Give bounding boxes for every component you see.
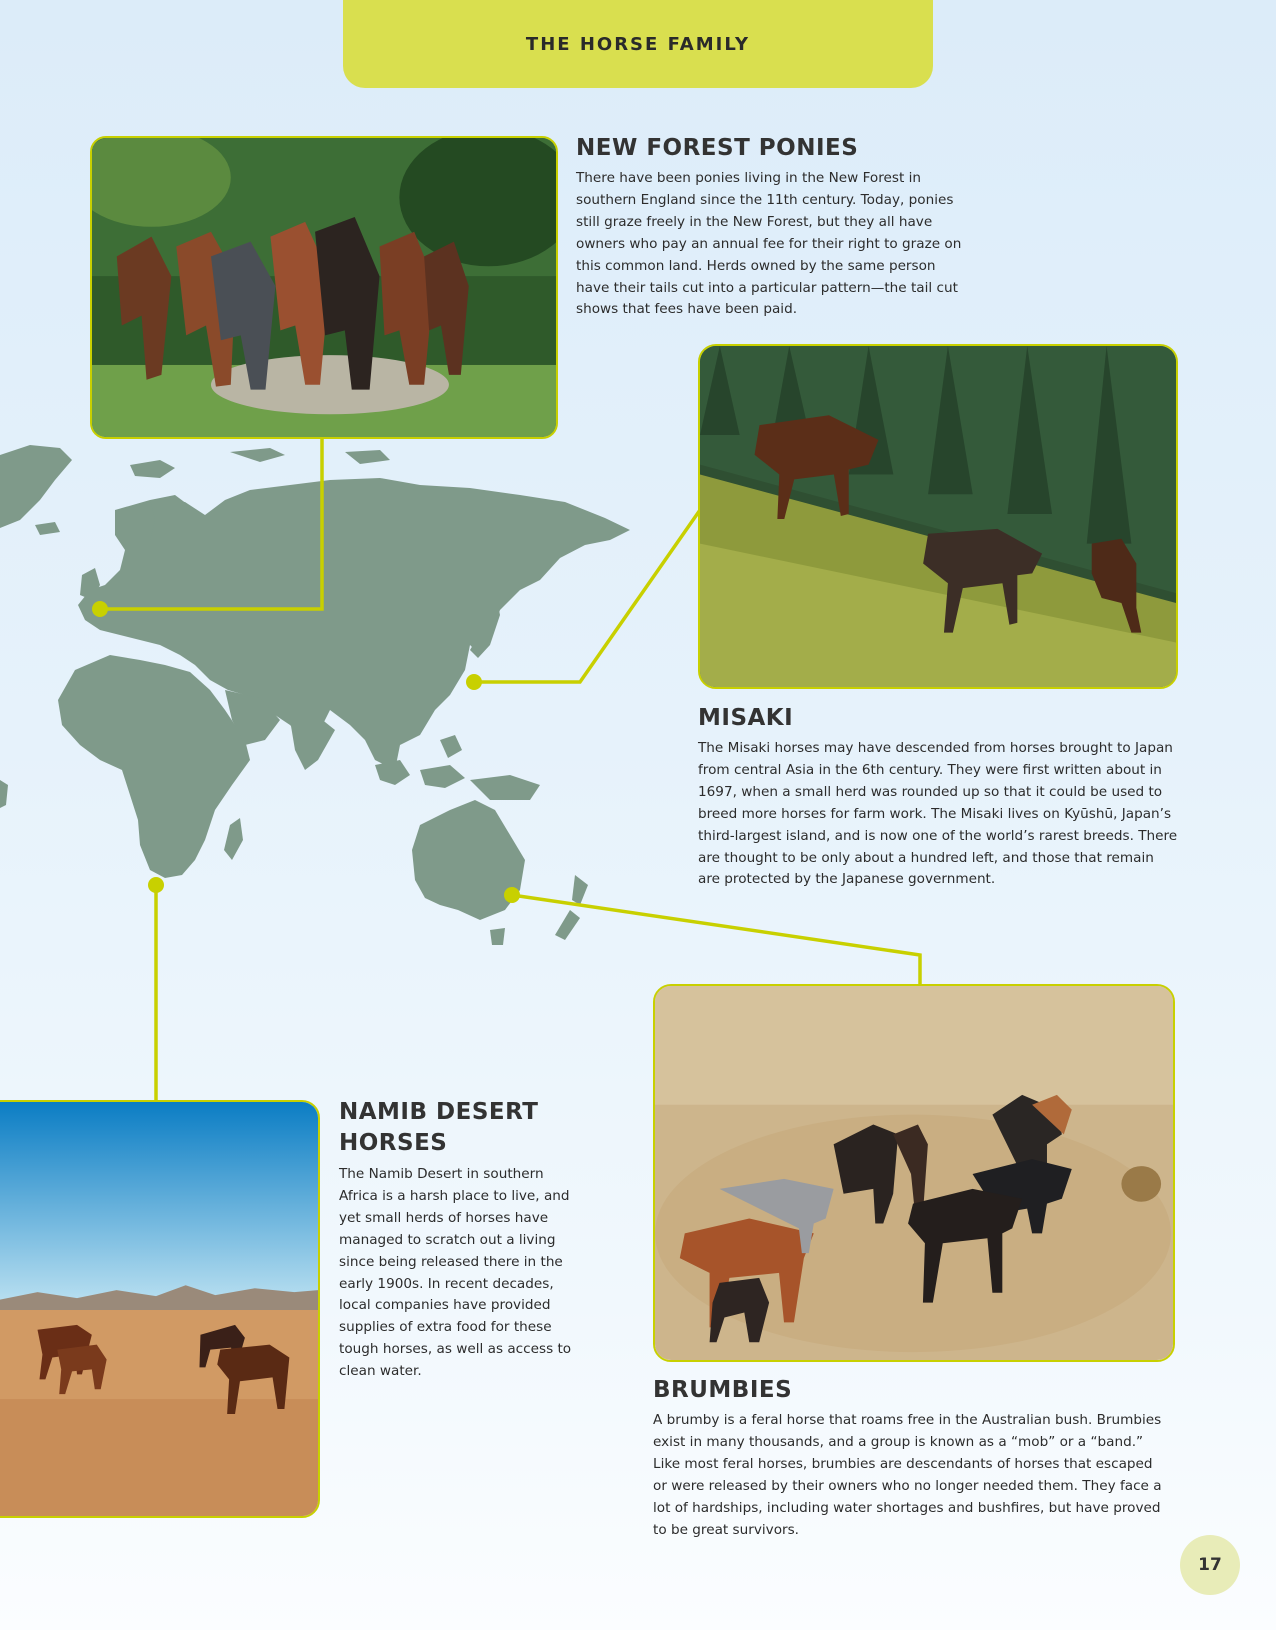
namib-title: NAMIB DESERT HORSES xyxy=(339,1099,539,1156)
header-tab xyxy=(343,0,933,88)
brumbies-photo xyxy=(653,984,1175,1362)
brumbies-title: BRUMBIES xyxy=(653,1377,793,1403)
header-title: THE HORSE FAMILY xyxy=(525,33,751,55)
misaki-photo xyxy=(698,344,1178,689)
misaki-text: The Misaki horses may have descended from horses brought to Japan from central Asia in the 6th century. They were first written about in 1697, when a small herd was rounded up so that it could be used to breed more horses for farm work. The Misaki lives on Kyūshū, Japan’s third-largest island, and is now one of the world’s rarest breeds. There are thought to be only about a hundred left, and those that remain are protected by the Japanese government. xyxy=(698,740,1178,888)
new-forest-photo xyxy=(90,136,558,439)
world-map xyxy=(0,440,660,960)
page-number: 17 xyxy=(1180,1535,1240,1595)
brumbies-text: A brumby is a feral horse that roams free in the Australian bush. Brumbies exist in many thousands, and a group is known as a “mob” or a “band.” Like most feral horses, brumbies are descendants of horses that escaped or were released by their owners who no longer needed them. They face a lot of hardships, including water shortages and bushfires, but have proved to be great survivors. xyxy=(653,1412,1162,1538)
misaki-title: MISAKI xyxy=(698,705,794,731)
new-forest-text: There have been ponies living in the New Forest in southern England since the 11th century. Today, ponies still graze freely in the New Forest, but they all have owners who pay an annual fee for their right to graze on this common land. Herds owned by the same person have their tails cut into a particular pattern—the tail cut shows that fees have been paid. xyxy=(576,170,962,318)
new-forest-title: NEW FOREST PONIES xyxy=(576,135,859,161)
namib-photo xyxy=(0,1100,320,1518)
namib-text: The Namib Desert in southern Africa is a harsh place to live, and yet small herds of horses have managed to scratch out a living since being released there in the early 1900s. In recent decades, local companies have provided supplies of extra food for these tough horses, as well as access to clean water. xyxy=(339,1166,572,1380)
